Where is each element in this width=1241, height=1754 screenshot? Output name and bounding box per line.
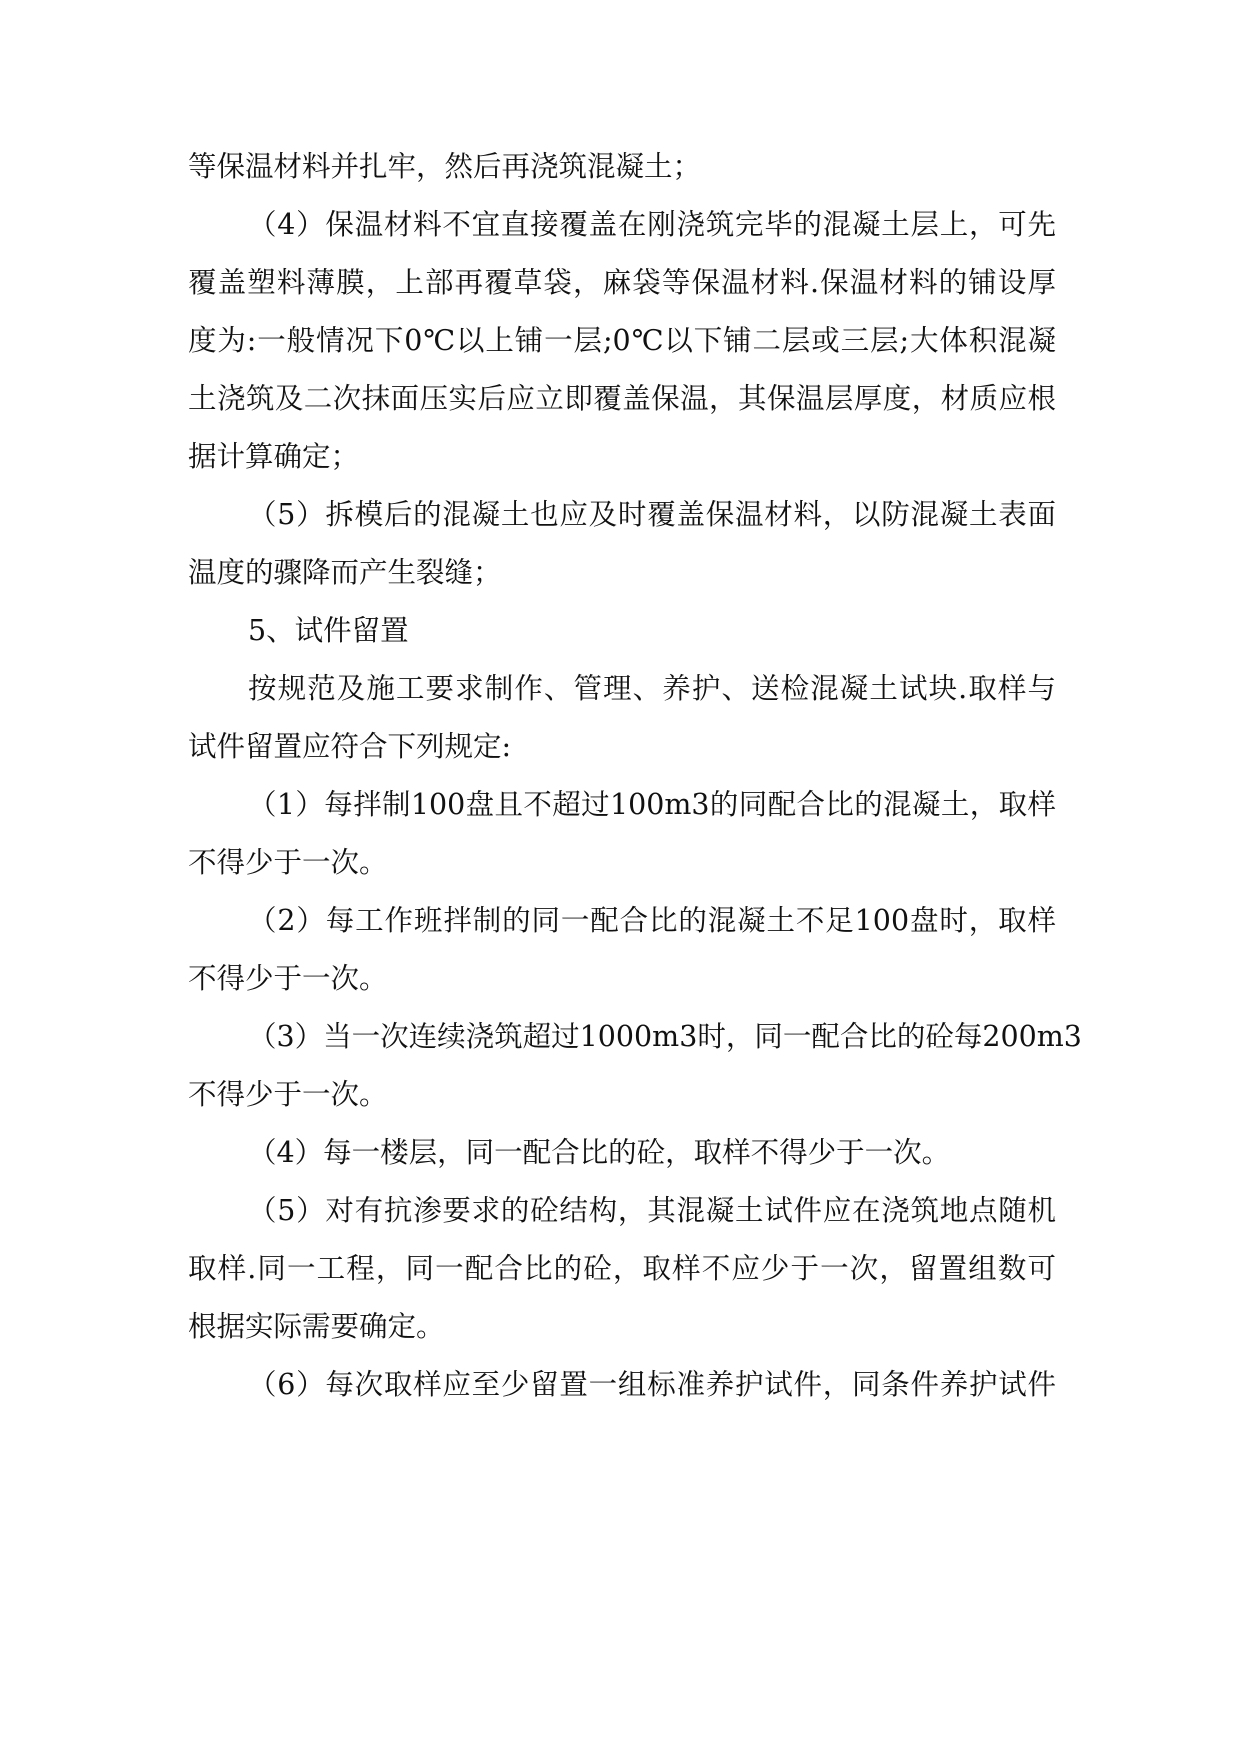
section-heading: 5、试件留置 xyxy=(248,614,409,647)
text-line: 按规范及施工要求制作、管理、养护、送检混凝土试块.取样与 xyxy=(248,672,1056,705)
text-line: 据计算确定； xyxy=(188,440,360,473)
text-line: 度为:一般情况下0℃以上铺一层;0℃以下铺二层或三层;大体积混凝 xyxy=(188,324,1056,357)
text-line: 土浇筑及二次抹面压实后应立即覆盖保温，其保温层厚度，材质应根 xyxy=(188,382,1056,415)
text-line: 试件留置应符合下列规定: xyxy=(188,730,512,763)
text-line: 不得少于一次。 xyxy=(188,962,388,995)
text-line: （1）每拌制100盘且不超过100m3的同配合比的混凝土，取样 xyxy=(248,788,1056,821)
text-line: 根据实际需要确定。 xyxy=(188,1310,445,1343)
text-line: 取样.同一工程，同一配合比的砼，取样不应少于一次，留置组数可 xyxy=(188,1252,1056,1285)
text-line: （5）对有抗渗要求的砼结构，其混凝土试件应在浇筑地点随机 xyxy=(248,1194,1056,1227)
text-line: 温度的骤降而产生裂缝； xyxy=(188,556,502,589)
text-line: 不得少于一次。 xyxy=(188,1078,388,1111)
text-line: 覆盖塑料薄膜，上部再覆草袋，麻袋等保温材料.保温材料的铺设厚 xyxy=(188,266,1056,299)
text-line: （2）每工作班拌制的同一配合比的混凝土不足100盘时，取样 xyxy=(248,904,1056,937)
text-line: （5）拆模后的混凝土也应及时覆盖保温材料，以防混凝土表面 xyxy=(248,498,1056,531)
text-line: （3）当一次连续浇筑超过1000m3时，同一配合比的砼每200m3 xyxy=(248,1020,1082,1053)
text-line: 等保温材料并扎牢，然后再浇筑混凝土； xyxy=(188,150,702,183)
text-line: （6）每次取样应至少留置一组标准养护试件，同条件养护试件 xyxy=(248,1368,1056,1401)
text-line: 不得少于一次。 xyxy=(188,846,388,879)
text-line: （4）保温材料不宜直接覆盖在刚浇筑完毕的混凝土层上，可先 xyxy=(248,208,1056,241)
text-line: （4）每一楼层，同一配合比的砼，取样不得少于一次。 xyxy=(248,1136,951,1169)
